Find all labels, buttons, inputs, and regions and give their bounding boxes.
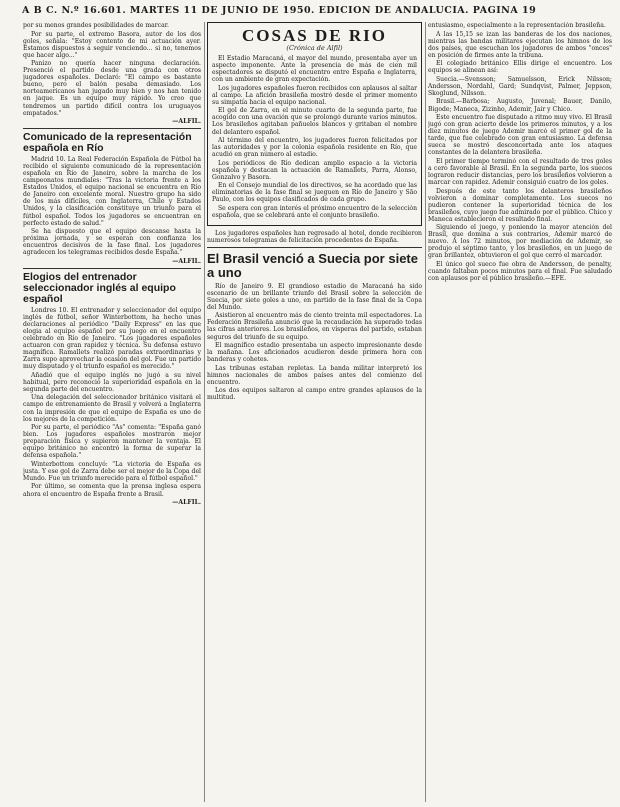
paragraph: Los periódicos de Río dedican amplio espacio a la victoria española y destacan la actuación de Ramallets, Parra, Alonso, Gonzalvo y Basora.	[212, 159, 417, 181]
signature: —ALFIL.	[172, 257, 201, 265]
paragraph: Los dos equipos saltaron al campo entre grandes aplausos de la multitud.	[207, 387, 422, 402]
paragraph: Por su parte, el periódico "As" comenta: "España ganó bien. Los jugadores españoles mostraron mejor preparación física y supieron mantener la ventaja. El equipo británico no encontró la forma de superar la defensa española."	[23, 424, 201, 460]
divider	[23, 128, 201, 129]
paragraph: Al término del encuentro, los jugadores fueron felicitados por las autoridades y por la colonia española residente en Río, que acudió en gran número al estadio.	[212, 137, 417, 159]
paragraph: El colegiado británico Ellis dirige el encuentro. Los equipos se alinean así:	[428, 60, 612, 75]
signature: —ALFIL.	[172, 499, 201, 507]
paragraph: El único gol sueco fue obra de Andersson, de penalty, cuando faltaban pocos minutos para el final. Fue saludado con aplausos por el público brasileño.—EFE.	[428, 261, 612, 283]
paragraph: El magnífico estadio presentaba un aspecto impresionante desde la mañana. Los aficionados acudieron desde primera hora con banderas y cohetes.	[207, 342, 422, 364]
paragraph: En el Consejo mundial de los directivos, se ha acordado que las eliminatorias de la fase final se jueguen en Río de Janeiro y São Paulo, con los equipos clasificados de cada grupo.	[212, 182, 417, 204]
paragraph: Suecia.—Svensson; Samuelsson, Erick Nilsson; Andersson, Nordahl, Gard; Sundqvist, Palmer, Jeppson, Skoglund, Nilsson.	[428, 75, 612, 97]
paragraph: Se ha dispuesto que el equipo descanse hasta la próxima jornada, y se esperan con confianza los encuentros decisivos de la fase final. Los jugadores agradecen los telegramas recibidos desde España."	[23, 228, 201, 257]
boxed-feature	[207, 22, 422, 226]
paragraph: Añadió que el equipo inglés no jugó a su nivel habitual, pero reconoció la superioridad española en la segunda parte del encuentro.	[23, 371, 201, 393]
paragraph: A las 15,15 se izan las banderas de los dos naciones, mientras las bandas militares ejecutan los himnos de los dos países, que escuchan los jugadores de ambos "onces" en posición de firmes ante la tribuna.	[428, 30, 612, 59]
headline-brasil-suecia: El Brasil venció a Suecia por siete a uno	[207, 250, 418, 280]
paragraph: entusiasmo, especialmente a la representación brasileña.	[428, 22, 606, 29]
signature: —ALFIL.	[172, 118, 201, 126]
paragraph: Río de Janeiro 9. El grandioso estadio de Maracaná ha sido escenario de un brillante triunfo del Brasil sobre la selección de Suecia, por siete goles a uno, en partido de la fase final de la Copa del Mundo.	[207, 282, 422, 311]
headline-elogios: Elogios del entrenador seleccionador inglés al equipo español	[23, 270, 176, 305]
paragraph: Asistieron al encuentro más de ciento treinta mil espectadores. La Federación Brasileña anunció que la recaudación ha superado todas las cifras anteriores. Los brasileños, en vísperas del partido, estaban seguros del triunfo de su equipo.	[207, 312, 422, 341]
paragraph: Después de este tanto los delanteros brasileños volvieron a dominar completamente. Los suecos no pudieron contener la superioridad técnica de los brasileños, cuyo juego fue admirado por el público. Chico y Maneca establecieron el resultado final.	[428, 187, 612, 223]
paragraph: Brasil.—Barbosa; Augusto, Juvenal; Bauer, Danilo, Bigode; Maneca, Zizinho, Ademir, Jair y Chico.	[428, 98, 612, 113]
paragraph: por su menos grandes posibilidades de marcar.	[23, 22, 169, 29]
headline-comunicado: Comunicado de la representación española en Río	[23, 131, 192, 155]
divider	[207, 247, 422, 248]
paragraph: Por último, se comenta que la prensa inglesa espera ahora el encuentro de España frente a Brasil.	[23, 483, 201, 498]
column-left	[23, 22, 201, 804]
paragraph: Panizo no quería hacer ninguna declaración. Presenció el partido desde una grada con otros jugadores españoles. Declaró: "El campo es bastante bueno, pero el balón pesaba demasiado. Los norteamericanos han jugado muy bien y nos han tenido en jaque. Es un equipo muy rápido. Yo creo que tendremos un partido difícil contra los uruguayos empatados."	[23, 60, 201, 117]
column-divider	[425, 22, 426, 802]
column-divider	[204, 22, 205, 802]
divider	[23, 268, 201, 269]
paragraph: Winterbottom concluyó: "La victoria de España es justa. Y ese gol de Zarra debe ser el mejor de la Copa del Mundo. Fue un triunfo merecido para el fútbol español."	[23, 460, 201, 482]
paragraph: Siguiendo el juego, y poniendo la mayor atención del Brasil, que domina a sus contrarios, Ademir marcó de nuevo. A los 72 minutos, por mediación de Ademir, se produjo el séptimo tanto, y los brasileños, en un juego de gran brillantez, obtuvieron el gol que cerró el marcador.	[428, 224, 612, 260]
paragraph: Londres 10. El entrenador y seleccionador del equipo inglés de fútbol, señor Winterbottom, ha hecho unas declaraciones al periódico "Daily Express" en las que elogia al equipo español por su juego en el encuentro celebrado en Río de Janeiro. "Los jugadores españoles actuaron con gran rapidez y técnica. Su defensa estuvo magnífica. Ramallets realizó paradas extraordinarias y Zarra supo aprovechar la ocasión del gol. Fue un partido muy disputado y el triunfo español es merecido."	[23, 306, 201, 371]
box-title: COSAS DE RIO	[242, 26, 387, 45]
page-header: A B C. N.º 16.601. MARTES 11 DE JUNIO DE 1950. EDICION DE ANDALUCIA. PAGINA 19	[22, 5, 537, 16]
paragraph: Madrid 10. La Real Federación Española de Fútbol ha recibido el siguiente comunicado de la representación española en Río de Janeiro, sobre la marcha de los campeonatos mundiales: "Tras la victoria frente a los Estados Unidos, el equipo nacional se encuentra en Río de Janeiro con excelente moral. Nuestro grupo ha sido de los más difíciles, con Inglaterra, Chile y Estados Unidos, y la clasificación constituye un triunfo para el fútbol español. Todos los jugadores se encuentran en perfecto estado de salud."	[23, 156, 201, 227]
column-right	[428, 22, 612, 804]
paragraph: Una delegación del seleccionador británico visitará el campo de entrenamiento de Brasil y volverá a Inglaterra con la impresión de que el equipo de España es uno de los mejores de la competición.	[23, 394, 201, 423]
paragraph: Este encuentro fue disputado a ritmo muy vivo. El Brasil jugó con gran acierto desde los primeros minutos, y a los diez minutos de juego Ademir marcó el primer gol de la tarde, que fue celebrado con gran entusiasmo. La defensa sueca se mostró desconcertada ante los ataques constantes de la delantera brasileña.	[428, 114, 612, 157]
box-subtitle: (Crónica de Alfil)	[286, 44, 343, 52]
paragraph: Por su parte, el extremo Basora, autor de los dos goles, señala: "Estoy contento de mi actuación ayer. Estamos dispuestos a seguir venciendo... si no, tenemos que hacer algo..."	[23, 30, 201, 59]
column-center	[207, 22, 422, 804]
paragraph: El gol de Zarra, en el minuto cuarto de la segunda parte, fue acogido con una ovación que se prolongó durante varios minutos. Los brasileños agitaban pañuelos blancos y gritaban el nombre del delantero español.	[212, 107, 417, 136]
paragraph: El Estadio Maracaná, el mayor del mundo, presentaba ayer un aspecto imponente. Ante la presencia de más de cien mil espectadores se disputó el encuentro entre España e Inglaterra, con un ambiente de gran expectación.	[212, 55, 417, 84]
paragraph: Los jugadores españoles han regresado al hotel, donde recibieron numerosos telegramas de felicitación procedentes de España.	[207, 229, 422, 244]
paragraph: El primer tiempo terminó con el resultado de tres goles a cero favorable al Brasil. En la segunda parte, los suecos lograron reducir distancias, pero los brasileños volvieron a marcar con rapidez. Ademir consiguió cuatro de los goles.	[428, 157, 612, 186]
paragraph: Los jugadores españoles fueron recibidos con aplausos al saltar al campo. La afición brasileña mostró desde el primer momento su simpatía hacia el equipo nacional.	[212, 84, 417, 106]
paragraph: Las tribunas estaban repletas. La banda militar interpretó los himnos nacionales de ambos países antes del comienzo del encuentro.	[207, 364, 422, 386]
paragraph: Se espera con gran interés el próximo encuentro de la selección española, que se celebrará ante el conjunto brasileño.	[212, 204, 417, 220]
